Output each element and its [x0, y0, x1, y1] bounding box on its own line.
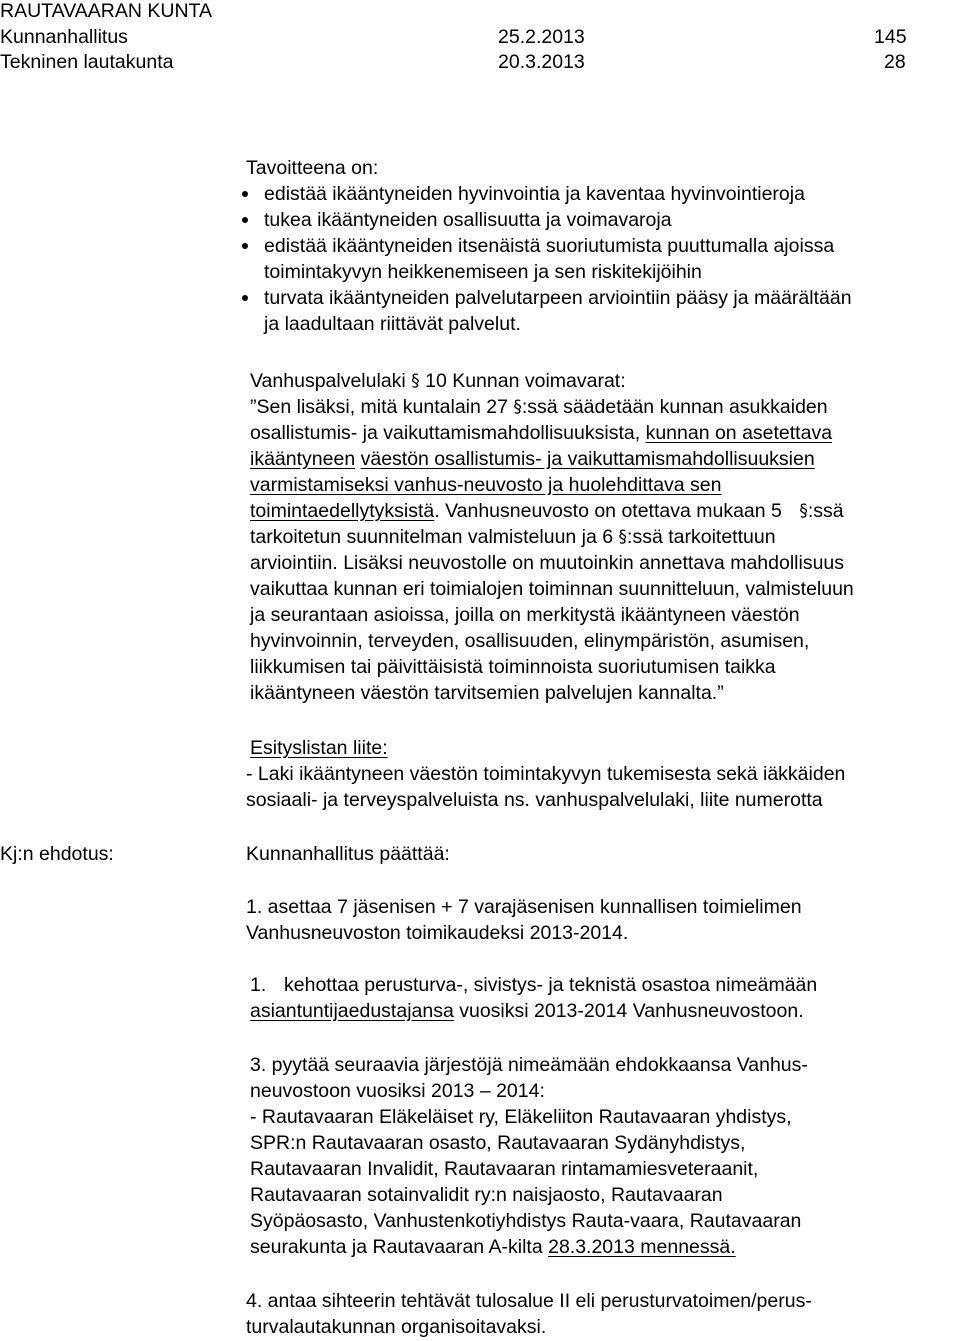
organisation-list-line: Syöpäosasto, Vanhustenkotiyhdistys Rauta-vaara, Rautavaaran: [250, 1210, 802, 1232]
attachment-line: - Laki ikääntyneen väestön toimintakyvyn tukemisesta sekä iäkkäiden: [246, 763, 846, 785]
law-line: varmistamiseksi vanhus-neuvosto ja huolehdittava sen: [250, 474, 722, 496]
header-body-1: Kunnanhallitus: [0, 26, 128, 48]
decision-heading: Kunnanhallitus päättää:: [246, 843, 450, 865]
header-page-1: 145: [874, 26, 907, 48]
law-line: hyvinvoinnin, terveyden, osallisuuden, elinympäristön, asumisen,: [250, 630, 810, 652]
goal-item-continued: ja laadultaan riittävät palvelut.: [264, 313, 521, 335]
organisation-list-line: Rautavaaran Invalidit, Rautavaaran rintamamiesveteraanit,: [250, 1158, 759, 1180]
attachment-title: Esityslistan liite:: [250, 737, 388, 759]
decision-item-3: 3. pyytää seuraavia järjestöjä nimeämään ehdokkaansa Vanhus-: [250, 1054, 808, 1076]
goal-item: turvata ikääntyneiden palvelutarpeen arviointiin pääsy ja määrältään: [264, 287, 852, 309]
header-date-1: 25.2.2013: [498, 26, 585, 48]
law-line: osallistumis- ja vaikuttamismahdollisuuksista, kunnan on asetettava: [250, 422, 833, 444]
decision-item-1: 1. asettaa 7 jäsenisen + 7 varajäsenisen kunnallisen toimielimen: [246, 896, 802, 918]
law-heading: Vanhuspalvelulaki § 10 Kunnan voimavarat:: [250, 370, 626, 392]
law-line: liikkumisen tai päivittäisistä toiminnoista suoriutumisen taikka: [250, 656, 776, 678]
organisation-list-line: seurakunta ja Rautavaaran A-kilta 28.3.2013 mennessä.: [250, 1236, 736, 1258]
law-line: tarkoitetun suunnitelman valmisteluun ja 6 §:ssä tarkoitettuun: [250, 526, 776, 548]
header-page-2: 28: [884, 51, 906, 73]
bullet-icon: [242, 217, 248, 223]
decision-item-2-cont: asiantuntijaedustajansa vuosiksi 2013-2014 Vanhusneuvostoon.: [250, 1000, 804, 1022]
goal-item: tukea ikääntyneiden osallisuutta ja voimavaroja: [264, 209, 672, 231]
law-line: toimintaedellytyksistä. Vanhusneuvosto on otettava mukaan 5 §:ssä: [250, 500, 844, 522]
org-name: RAUTAVAARAN KUNTA: [0, 0, 212, 22]
header-date-2: 20.3.2013: [498, 51, 585, 73]
law-line: arviointiin. Lisäksi neuvostolle on muutoinkin annettava mahdollisuus: [250, 552, 845, 574]
proposal-label: Kj:n ehdotus:: [0, 843, 114, 865]
bullet-icon: [242, 295, 248, 301]
law-line: ikääntyneen väestön osallistumis- ja vaikuttamismahdollisuuksien: [250, 448, 815, 470]
header-body-2: Tekninen lautakunta: [0, 51, 174, 73]
decision-item-3-cont: neuvostoon vuosiksi 2013 – 2014:: [250, 1080, 545, 1102]
organisation-list-line: SPR:n Rautavaaran osasto, Rautavaaran Sydänyhdistys,: [250, 1132, 746, 1154]
law-line: vaikuttaa kunnan eri toimialojen toiminnan suunnitteluun, valmisteluun: [250, 578, 854, 600]
decision-item-4: 4. antaa sihteerin tehtävät tulosalue II eli perusturvatoimen/perus-: [246, 1290, 812, 1312]
decision-item-2-number: 1.: [250, 974, 267, 996]
goals-intro: Tavoitteena on:: [246, 157, 379, 179]
attachment-line: sosiaali- ja terveyspalveluista ns. vanhuspalvelulaki, liite numerotta: [246, 789, 823, 811]
law-line: ja seurantaan asioissa, joilla on merkitystä ikääntyneen väestön: [250, 604, 800, 626]
decision-item-4-cont: turvalautakunnan organisoitavaksi.: [246, 1316, 547, 1338]
decision-item-2: kehottaa perusturva-, sivistys- ja teknistä osastoa nimeämään: [284, 974, 818, 996]
goal-item: edistää ikääntyneiden itsenäistä suoriutumista puuttumalla ajoissa: [264, 235, 835, 257]
goal-item: edistää ikääntyneiden hyvinvointia ja kaventaa hyvinvointieroja: [264, 183, 805, 205]
organisation-list-line: - Rautavaaran Eläkeläiset ry, Eläkeliiton Rautavaaran yhdistys,: [250, 1106, 792, 1128]
bullet-icon: [242, 191, 248, 197]
law-line: ikääntyneen väestön tarvitsemien palvelujen kannalta.”: [250, 682, 724, 704]
decision-item-1-cont: Vanhusneuvoston toimikaudeksi 2013-2014.: [246, 922, 629, 944]
goal-item-continued: toimintakyvyn heikkenemiseen ja sen riskitekijöihin: [264, 261, 702, 283]
organisation-list-line: Rautavaaran sotainvalidit ry:n naisjaosto, Rautavaaran: [250, 1184, 723, 1206]
law-line: ”Sen lisäksi, mitä kuntalain 27 §:ssä säädetään kunnan asukkaiden: [250, 396, 828, 418]
bullet-icon: [242, 243, 248, 249]
